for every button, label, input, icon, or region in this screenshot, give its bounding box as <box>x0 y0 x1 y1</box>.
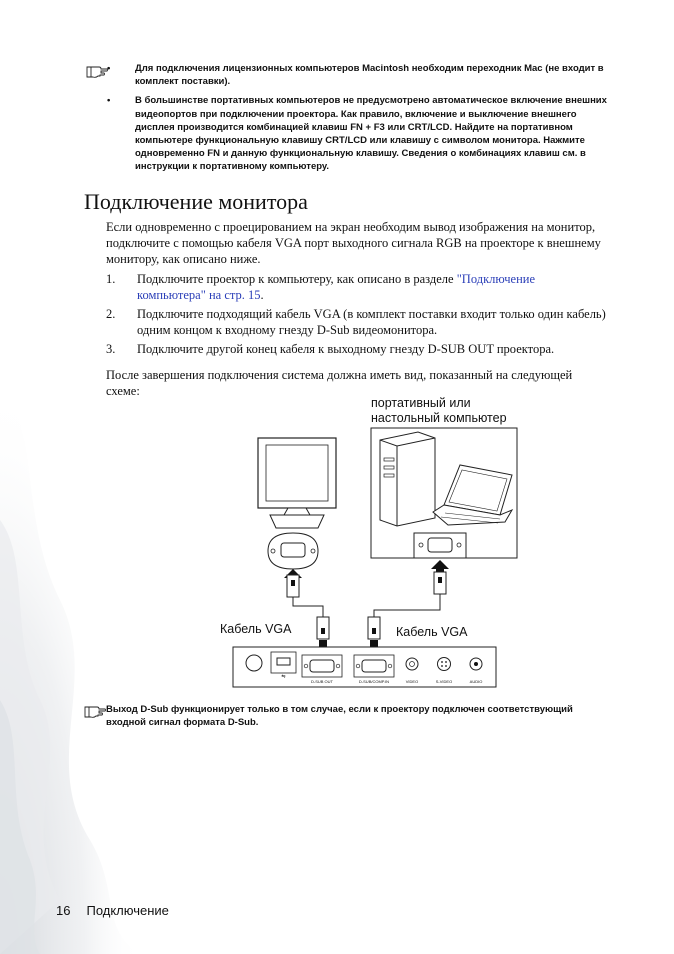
step-text: Подключите проектор к компьютеру, как описано в разделе <box>137 272 457 286</box>
bullet: • <box>107 63 111 74</box>
step-number: 1. <box>106 272 116 286</box>
step-text: Подключите подходящий кабель VGA (в комплект поставки входит только один кабель) одним концом к входному гнезду D-Sub видеомонитора. <box>137 307 606 337</box>
step-text-end: . <box>260 288 264 302</box>
projector-panel <box>233 647 496 687</box>
note-text: Для подключения лицензионных компьютеров Macintosh необходим переходник Mac (не входит в комплект поставки). <box>135 63 604 88</box>
page-link[interactable]: "Подключение компьютера" на стр. 15 <box>137 272 536 302</box>
bottom-note: Выход D-Sub функционирует только в том случае, если к проектору подключен соответствующий входной сигнал формата D-Sub. <box>106 704 573 728</box>
monitor-icon <box>258 438 336 528</box>
section-heading: Подключение монитора <box>84 189 308 214</box>
note-hand-icon <box>84 703 106 719</box>
port-label-video: VIDEO <box>405 679 419 684</box>
computer-dsub-port-icon <box>414 533 466 558</box>
vga-cable-left <box>293 604 323 618</box>
port-label-dsub-out: D-SUB OUT <box>311 679 333 684</box>
vga-cable-right <box>374 604 440 618</box>
bullet: • <box>107 95 111 107</box>
port-label-audio: AUDIO <box>469 679 483 684</box>
page-number: 16 <box>56 903 71 918</box>
svg-text:⇋: ⇋ <box>281 674 286 680</box>
port-label-dsub-comp-in: D-SUB/COMP.IN <box>358 679 390 684</box>
after-steps-paragraph: После завершения подключения система должна иметь вид, показанный на следующей схеме: <box>106 368 573 398</box>
computer-label: портативный или настольный компьютер <box>371 396 507 425</box>
step-number: 2. <box>106 307 116 321</box>
step-text: Подключите другой конец кабеля к выходному гнезду D-SUB OUT проектора. <box>137 342 555 356</box>
note-text: В большинстве портативных компьютеров не предусмотрено автоматическое включение внешних видеопортов при подключении проектора. Как правило, включение и выключение внешнего дисплея производится комбинацией клавиш FN + F3 или CRT/LCD. Найдите на портативном компьютере функциональную клавишу CRT/LCD или клавишу с символом монитора. Нажмите одновременно FN и данную функциональную клавишу. Сведения о комбинациях клавиш см. в инструкции к портативному компьютеру. <box>135 95 607 173</box>
monitor-dsub-port-icon <box>268 533 318 569</box>
port-label-s-video: S-VIDEO <box>435 679 453 684</box>
step-number: 3. <box>106 342 116 356</box>
vga-plug-icon <box>434 572 446 604</box>
page-footer <box>56 903 169 919</box>
footer-section: Подключение <box>86 903 169 918</box>
cable-label-left: Кабель VGA <box>220 622 292 636</box>
intro-paragraph: Если одновременно с проецированием на экран необходим вывод изображения на монитор, подключите с помощью кабеля VGA порт выходного сигнала RGB на проекторе к внешнему монитору, как описано ниже. <box>106 220 601 266</box>
vga-plug-icon <box>368 617 380 639</box>
vga-plug-icon <box>317 611 329 639</box>
cable-label-right: Кабель VGA <box>396 625 468 639</box>
vga-plug-icon <box>287 575 299 604</box>
